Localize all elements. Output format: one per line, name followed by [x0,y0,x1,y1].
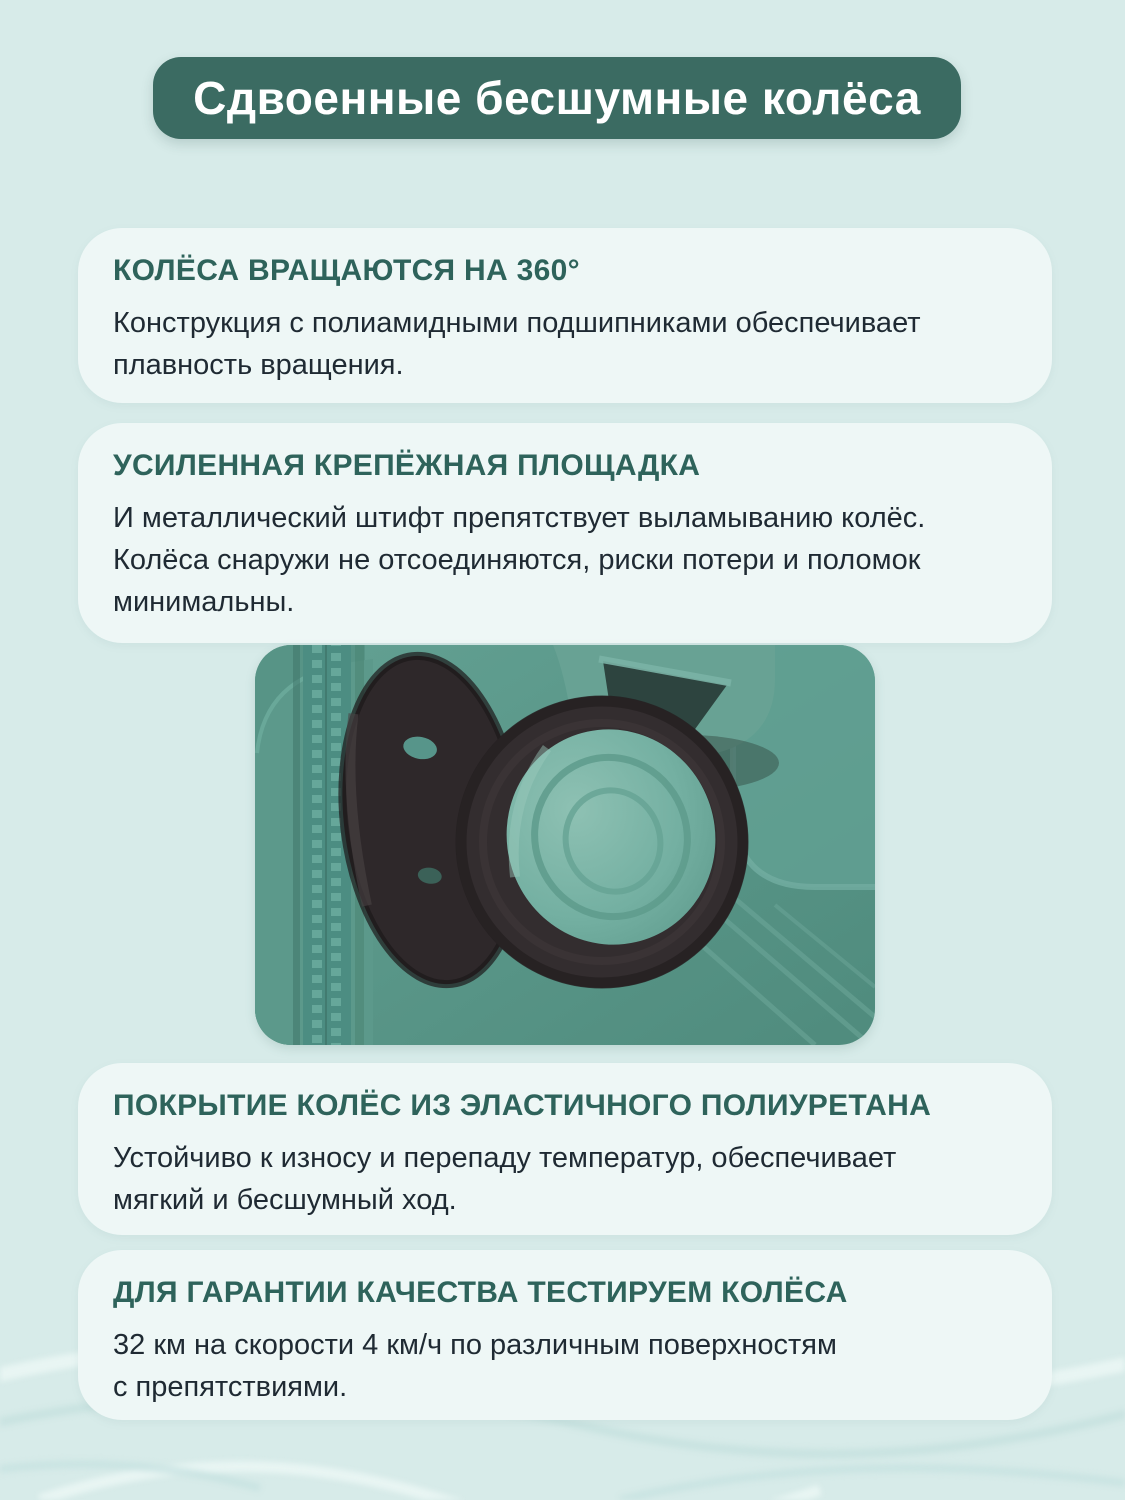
card-heading: ДЛЯ ГАРАНТИИ КАЧЕСТВА ТЕСТИРУЕМ КОЛЁСА [113,1276,848,1309]
title-banner [153,57,961,139]
feature-card-rotation [78,228,1052,403]
front-wheel [456,696,748,988]
card-text-line: 32 км на скорости 4 км/ч по различным поверхностям [113,1329,837,1361]
feature-card-mounting [78,423,1052,643]
card-text-line: плавность вращения. [113,349,404,381]
card-text-line: Устойчиво к износу и перепаду температур, обеспечивает [113,1142,897,1174]
card-text-line: И металлический штифт препятствует выламыванию колёс. [113,502,926,534]
card-text-line: с препятствиями. [113,1371,348,1403]
feature-card-coating [78,1063,1052,1235]
wheel-photo [255,645,875,1045]
card-heading: УСИЛЕННАЯ КРЕПЁЖНАЯ ПЛОЩАДКА [113,449,701,482]
card-text-line: мягкий и бесшумный ход. [113,1184,457,1216]
card-heading: ПОКРЫТИЕ КОЛЁС ИЗ ЭЛАСТИЧНОГО ПОЛИУРЕТАНА [113,1089,932,1122]
feature-card-testing [78,1250,1052,1420]
card-heading: КОЛЁСА ВРАЩАЮТСЯ НА 360° [113,254,580,287]
card-text-line: Колёса снаружи не отсоединяются, риски потери и поломок [113,544,921,576]
card-text-line: Конструкция с полиамидными подшипниками обеспечивает [113,307,921,339]
page-title: Сдвоенные бесшумные колёса [193,72,921,124]
card-text-line: минимальны. [113,586,295,618]
wheel-photo-illustration [255,645,875,1045]
